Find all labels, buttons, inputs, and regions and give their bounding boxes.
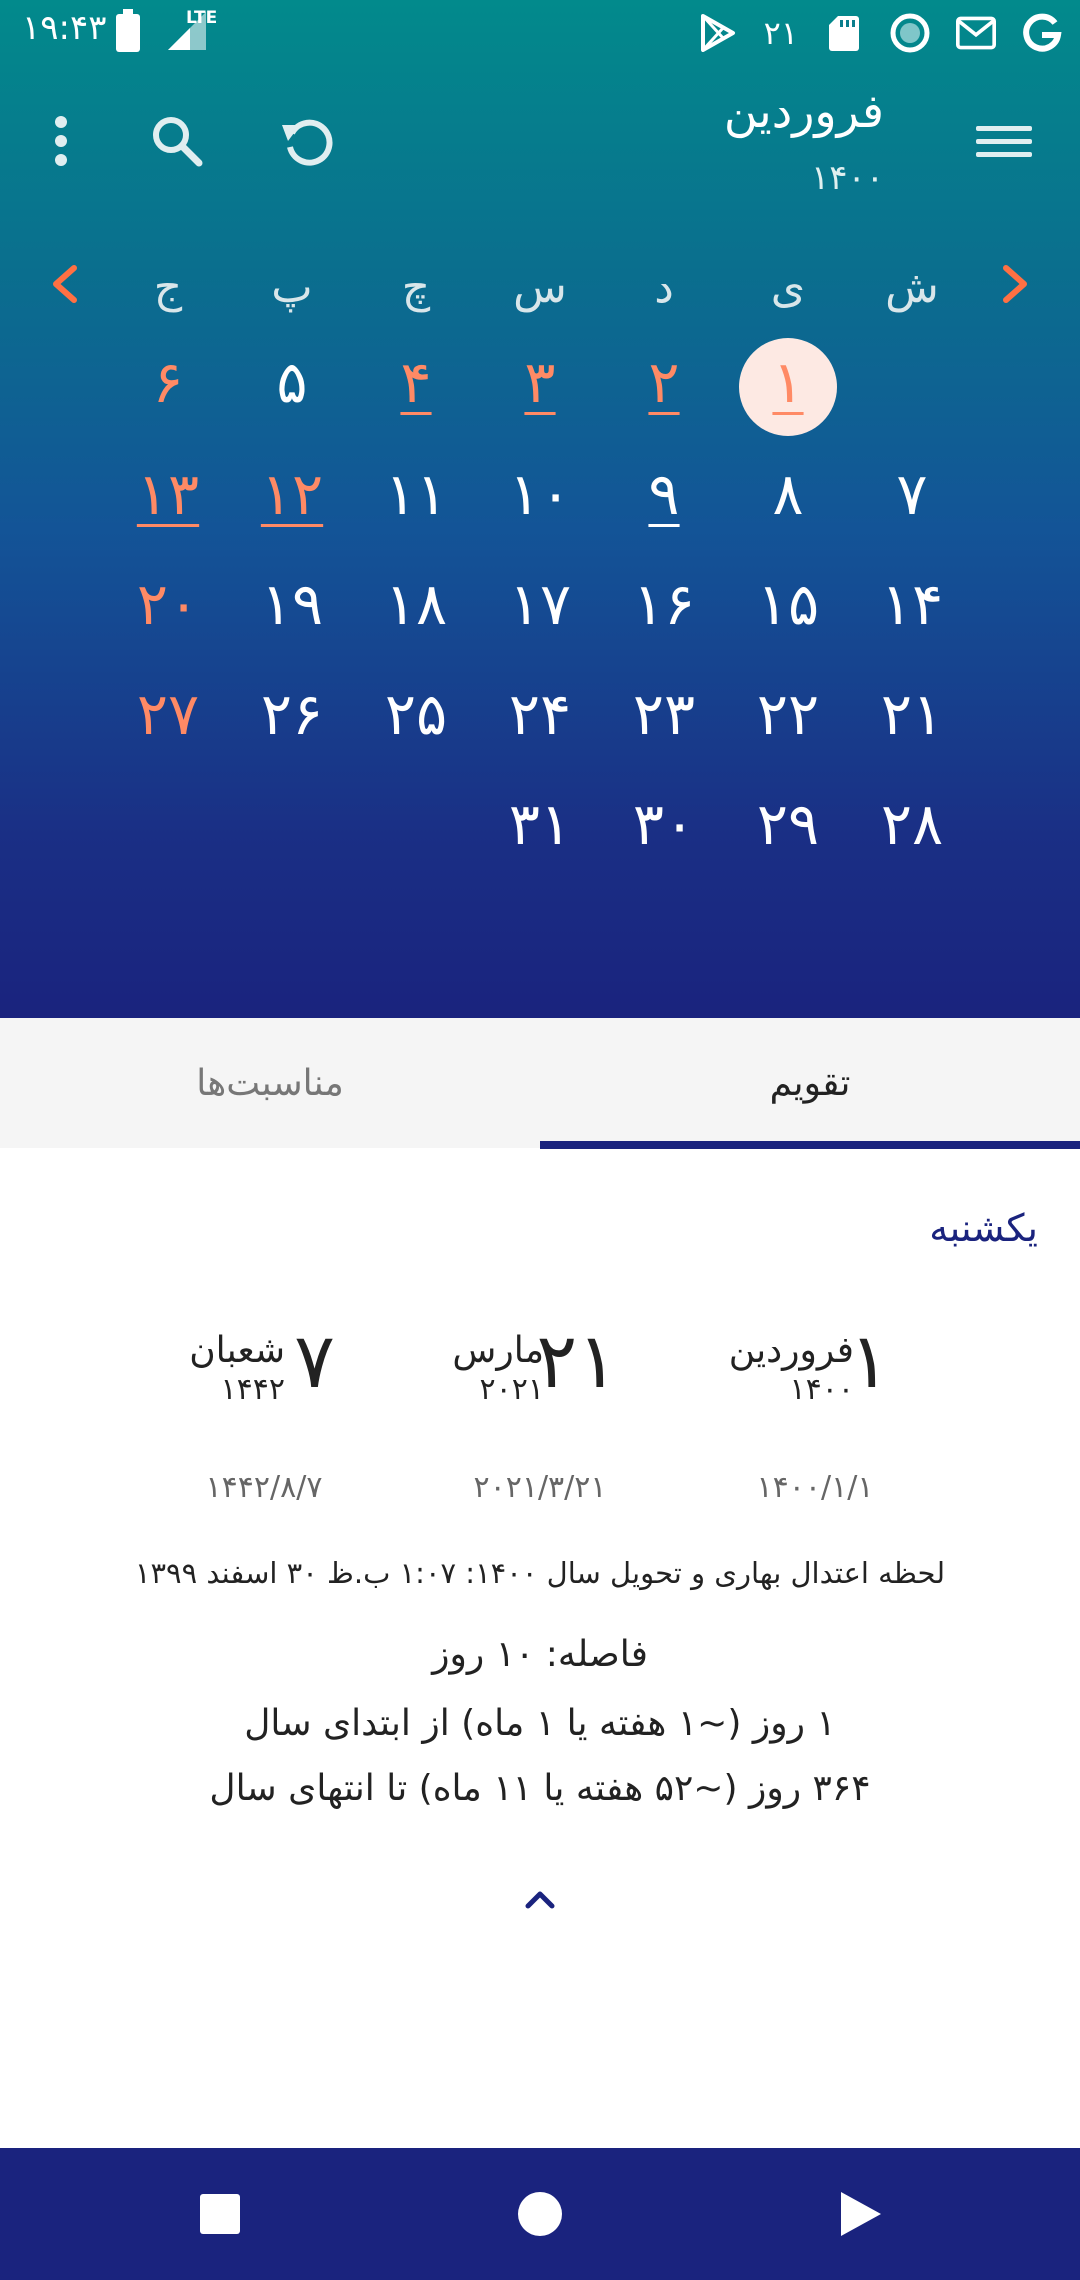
calendar-day[interactable]: ۲۲ (756, 680, 820, 748)
calendar-day-today[interactable]: ۱ (772, 348, 804, 416)
weekday-header: پ (271, 262, 313, 313)
more-vert-icon[interactable] (26, 106, 96, 176)
weekday-header: چ (401, 262, 431, 313)
gregorian-day: ۲۱ (536, 1316, 618, 1405)
weekday-header: ش (885, 262, 939, 313)
status-time: ۱۹:۴۳ (22, 8, 107, 48)
calendar-day[interactable]: ۱۵ (756, 570, 820, 638)
calendar-day[interactable]: ۱۴ (880, 570, 944, 638)
year-title: ۱۴۰۰ (810, 158, 884, 198)
persian-date[interactable] (590, 1316, 890, 1412)
refresh-icon[interactable] (273, 106, 343, 176)
persian-day: ۱ (849, 1316, 890, 1405)
tab-indicator (540, 1141, 1080, 1149)
next-month-chevron-icon[interactable] (992, 262, 1036, 306)
recents-button[interactable] (190, 2184, 250, 2244)
gregorian-date[interactable] (318, 1316, 618, 1412)
calendar-day[interactable]: ۱۲ (260, 460, 324, 528)
calendar-day[interactable]: ۱۰ (508, 460, 572, 528)
calendar-day[interactable]: ۸ (772, 460, 804, 528)
back-button[interactable] (830, 2184, 890, 2244)
circle-notification-icon (890, 13, 930, 53)
tab-calendar[interactable]: تقویم (769, 1062, 851, 1104)
persian-year: ۱۴۰۰ (789, 1372, 854, 1407)
islamic-month: شعبان (189, 1330, 285, 1371)
calendar-day[interactable]: ۱۳ (136, 460, 200, 528)
calendar-day[interactable]: ۵ (276, 348, 308, 416)
islamic-day: ۷ (294, 1316, 335, 1405)
gmail-icon (956, 13, 996, 53)
notification-count: ۲۱ (763, 14, 798, 52)
weekday-header: ی (770, 262, 806, 313)
calendar-day[interactable]: ۴ (400, 348, 432, 416)
chevron-up-icon[interactable] (522, 1882, 558, 1918)
persian-month: فروردین (728, 1330, 854, 1371)
weekday-header: س (513, 262, 567, 313)
home-button[interactable] (510, 2184, 570, 2244)
calendar-day[interactable]: ۳ (524, 348, 556, 416)
calendar-day[interactable]: ۲ (648, 348, 680, 416)
search-icon[interactable] (142, 106, 212, 176)
calendar-day[interactable]: ۶ (152, 348, 184, 416)
calendar-day[interactable]: ۱۱ (384, 460, 448, 528)
calendar-day[interactable]: ۲۰ (136, 570, 200, 638)
calendar-day[interactable]: ۲۷ (136, 680, 200, 748)
calendar-day[interactable]: ۲۹ (756, 790, 820, 858)
lte-label: LTE (186, 8, 218, 28)
days-from-start: ۱ روز (~۱ هفته یا ۱ ماه) از ابتدای سال (244, 1703, 836, 1744)
status-bar (0, 0, 1080, 66)
calendar-day[interactable]: ۱۹ (260, 570, 324, 638)
calendar-day[interactable]: ۹ (648, 460, 680, 528)
weekday-header: د (654, 262, 674, 313)
system-nav-bar (0, 2148, 1080, 2280)
tab-events[interactable]: مناسبت‌ها (196, 1062, 344, 1104)
islamic-year: ۱۴۴۲ (220, 1372, 285, 1407)
play-store-icon (698, 13, 738, 53)
prev-month-chevron-icon[interactable] (44, 262, 88, 306)
menu-icon[interactable] (976, 118, 1032, 166)
google-icon (1022, 13, 1062, 53)
gregorian-numeric-date: ۲۰۲۱/۳/۲۱ (473, 1470, 607, 1505)
calendar-day[interactable]: ۳۰ (632, 790, 696, 858)
calendar-day[interactable]: ۲۳ (632, 680, 696, 748)
tab-bar (0, 1018, 1080, 1148)
distance-info: فاصله: ۱۰ روز (432, 1634, 648, 1675)
equinox-info: لحظه اعتدال بهاری و تحویل سال ۱۴۰۰: ۱:۰۷ ب.ظ ۳۰ اسفند ۱۳۹۹ (134, 1556, 946, 1590)
gregorian-year: ۲۰۲۱ (479, 1372, 544, 1407)
calendar-day[interactable]: ۲۸ (880, 790, 944, 858)
month-title: فروردین (723, 84, 884, 138)
selected-weekday: یکشنبه (929, 1206, 1038, 1250)
battery-icon (116, 14, 140, 52)
calendar-day[interactable]: ۷ (896, 460, 928, 528)
calendar-day[interactable]: ۲۶ (260, 680, 324, 748)
gregorian-month: مارس (452, 1330, 544, 1371)
calendar-day[interactable]: ۳۱ (508, 790, 572, 858)
calendar-day[interactable]: ۲۵ (384, 680, 448, 748)
islamic-date[interactable] (35, 1316, 335, 1412)
weekday-header: ج (153, 262, 183, 313)
persian-numeric-date: ۱۴۰۰/۱/۱ (756, 1470, 874, 1505)
islamic-numeric-date: ۱۴۴۲/۸/۷ (205, 1470, 323, 1505)
calendar-day[interactable]: ۱۷ (508, 570, 572, 638)
days-to-end: ۳۶۴ روز (~۵۲ هفته یا ۱۱ ماه) تا انتهای سال (209, 1768, 871, 1809)
calendar-day[interactable]: ۲۱ (880, 680, 944, 748)
calendar-day[interactable]: ۱۶ (632, 570, 696, 638)
calendar-day[interactable]: ۲۴ (508, 680, 572, 748)
calendar-day[interactable]: ۱۸ (384, 570, 448, 638)
sd-card-icon (824, 13, 864, 53)
